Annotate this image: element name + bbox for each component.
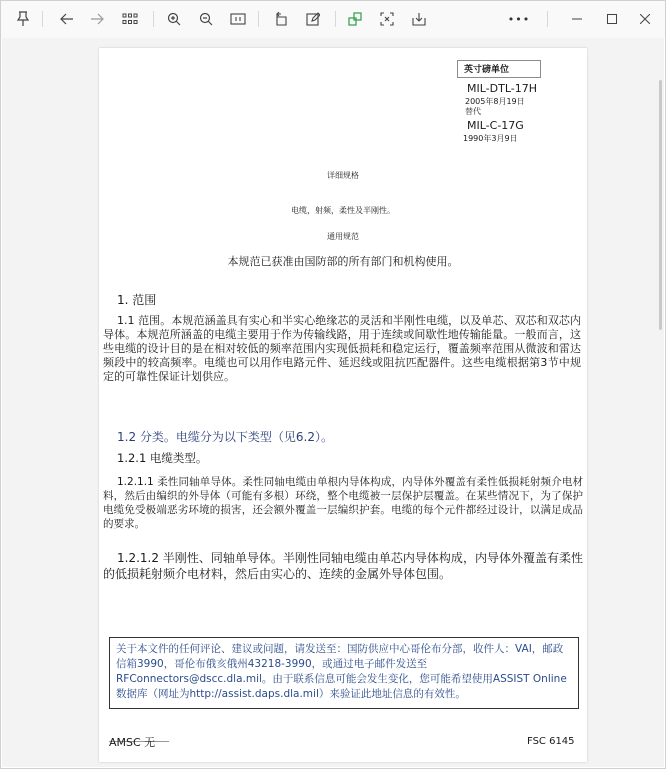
edit-icon[interactable] xyxy=(303,9,323,29)
supersedes-label: 替代 xyxy=(465,107,481,116)
doc-date: 2005年8月19日 xyxy=(465,97,525,106)
toolbar-divider xyxy=(153,11,154,27)
back-icon[interactable] xyxy=(57,9,77,29)
section-1-1-paragraph: 1.1 范围。本规范涵盖具有实心和半实心绝缘芯的灵活和半刚性电缆，以及单芯、双芯和双芯内导体。本规范所涵盖的电缆主要用于作为传输线路，用于连续或间歇性地传输能量。一般而言，这些电缆的设计目的是在相对较低的频率范围内实现低损耗和稳定运行，覆盖频率范围从微波和雷达频段中的较高频率。电缆也可以用作电路元件、延迟线或阻抗匹配器件。这些电缆根据第3节中规定的可靠性保证计划供应。 xyxy=(103,314,581,383)
thumbnails-grid-icon[interactable] xyxy=(119,9,141,29)
vertical-scrollbar[interactable] xyxy=(659,80,662,330)
toolbar xyxy=(1,1,665,38)
section-1-2-1-2-paragraph: 1.2.1.2 半刚性、同轴单导体。半刚性同轴电缆由单芯内导体构成，内导体外覆盖有柔性的低损耗射频介电材料，然后由实心的、连续的金属外导体包围。 xyxy=(103,551,583,581)
toolbar-divider xyxy=(547,11,548,27)
rotate-icon[interactable] xyxy=(271,9,291,29)
save-icon[interactable] xyxy=(409,9,429,29)
fit-page-icon[interactable] xyxy=(228,9,248,29)
spec-subject: 电缆，射频，柔性及半刚性。 xyxy=(291,206,395,215)
old-doc-id: MIL-C-17G xyxy=(467,119,524,132)
more-options-button[interactable]: ••• xyxy=(507,12,531,26)
unit-box: 英寸磅单位 xyxy=(457,60,541,78)
section-1-2-1-1-paragraph: 1.2.1.1 柔性同轴单导体。柔性同轴电缆由单根内导体构成，内导体外覆盖有柔性低损耗射频介电材料，然后由编织的外导体（可能有多根）环绕，整个电缆被一层保护层覆盖。在某些情况下，为了保护电缆免受极端恶劣环境的损害，还会额外覆盖一层编织护套。电缆的每个元件都经过设计，以满足成品的要求。 xyxy=(103,476,583,530)
amsc-label: AMSC 无 xyxy=(109,736,156,749)
pdf-page xyxy=(99,48,587,762)
pin-icon[interactable] xyxy=(13,9,33,29)
spec-type: 详细规格 xyxy=(327,171,359,180)
minimize-icon[interactable] xyxy=(567,9,587,29)
toolbar-divider xyxy=(42,11,43,27)
contact-note-text: 关于本文件的任何评论、建议或问题，请发送至：国防供应中心哥伦布分部，收件人：VAI，邮政信箱3990，哥伦布俄亥俄州43218-3990，或通过电子邮件发送至RFConnectors@dscc.dla.mil。由于联系信息可能会发生变化，您可能希望使用ASSIST Online数据库（网址为http://assist.daps.dla.mil）来验证此地址信息的有效性。 xyxy=(116,643,567,700)
approval-statement: 本规范已获准由国防部的所有部门和机构使用。 xyxy=(227,255,459,268)
capture-icon[interactable] xyxy=(377,9,397,29)
toolbar-divider xyxy=(258,11,259,27)
forward-icon[interactable] xyxy=(87,9,107,29)
zoom-in-icon[interactable] xyxy=(164,9,184,29)
old-doc-date: 1990年3月9日 xyxy=(463,134,518,143)
contact-note-box xyxy=(109,637,579,709)
close-icon[interactable] xyxy=(635,9,655,29)
section-1-heading: 1. 范围 xyxy=(117,293,157,307)
maximize-icon[interactable] xyxy=(602,9,622,29)
doc-id: MIL-DTL-17H xyxy=(467,82,538,95)
document-viewport[interactable] xyxy=(2,38,664,767)
general-spec: 通用规范 xyxy=(327,232,359,241)
section-1-2-1-heading: 1.2.1 电缆类型。 xyxy=(117,451,208,465)
zoom-out-icon[interactable] xyxy=(196,9,216,29)
share-app-icon[interactable] xyxy=(345,9,365,29)
section-1-2-heading: 1.2 分类。电缆分为以下类型（见6.2）。 xyxy=(117,430,333,444)
fsc-label: FSC 6145 xyxy=(527,736,575,747)
toolbar-divider xyxy=(335,11,336,27)
